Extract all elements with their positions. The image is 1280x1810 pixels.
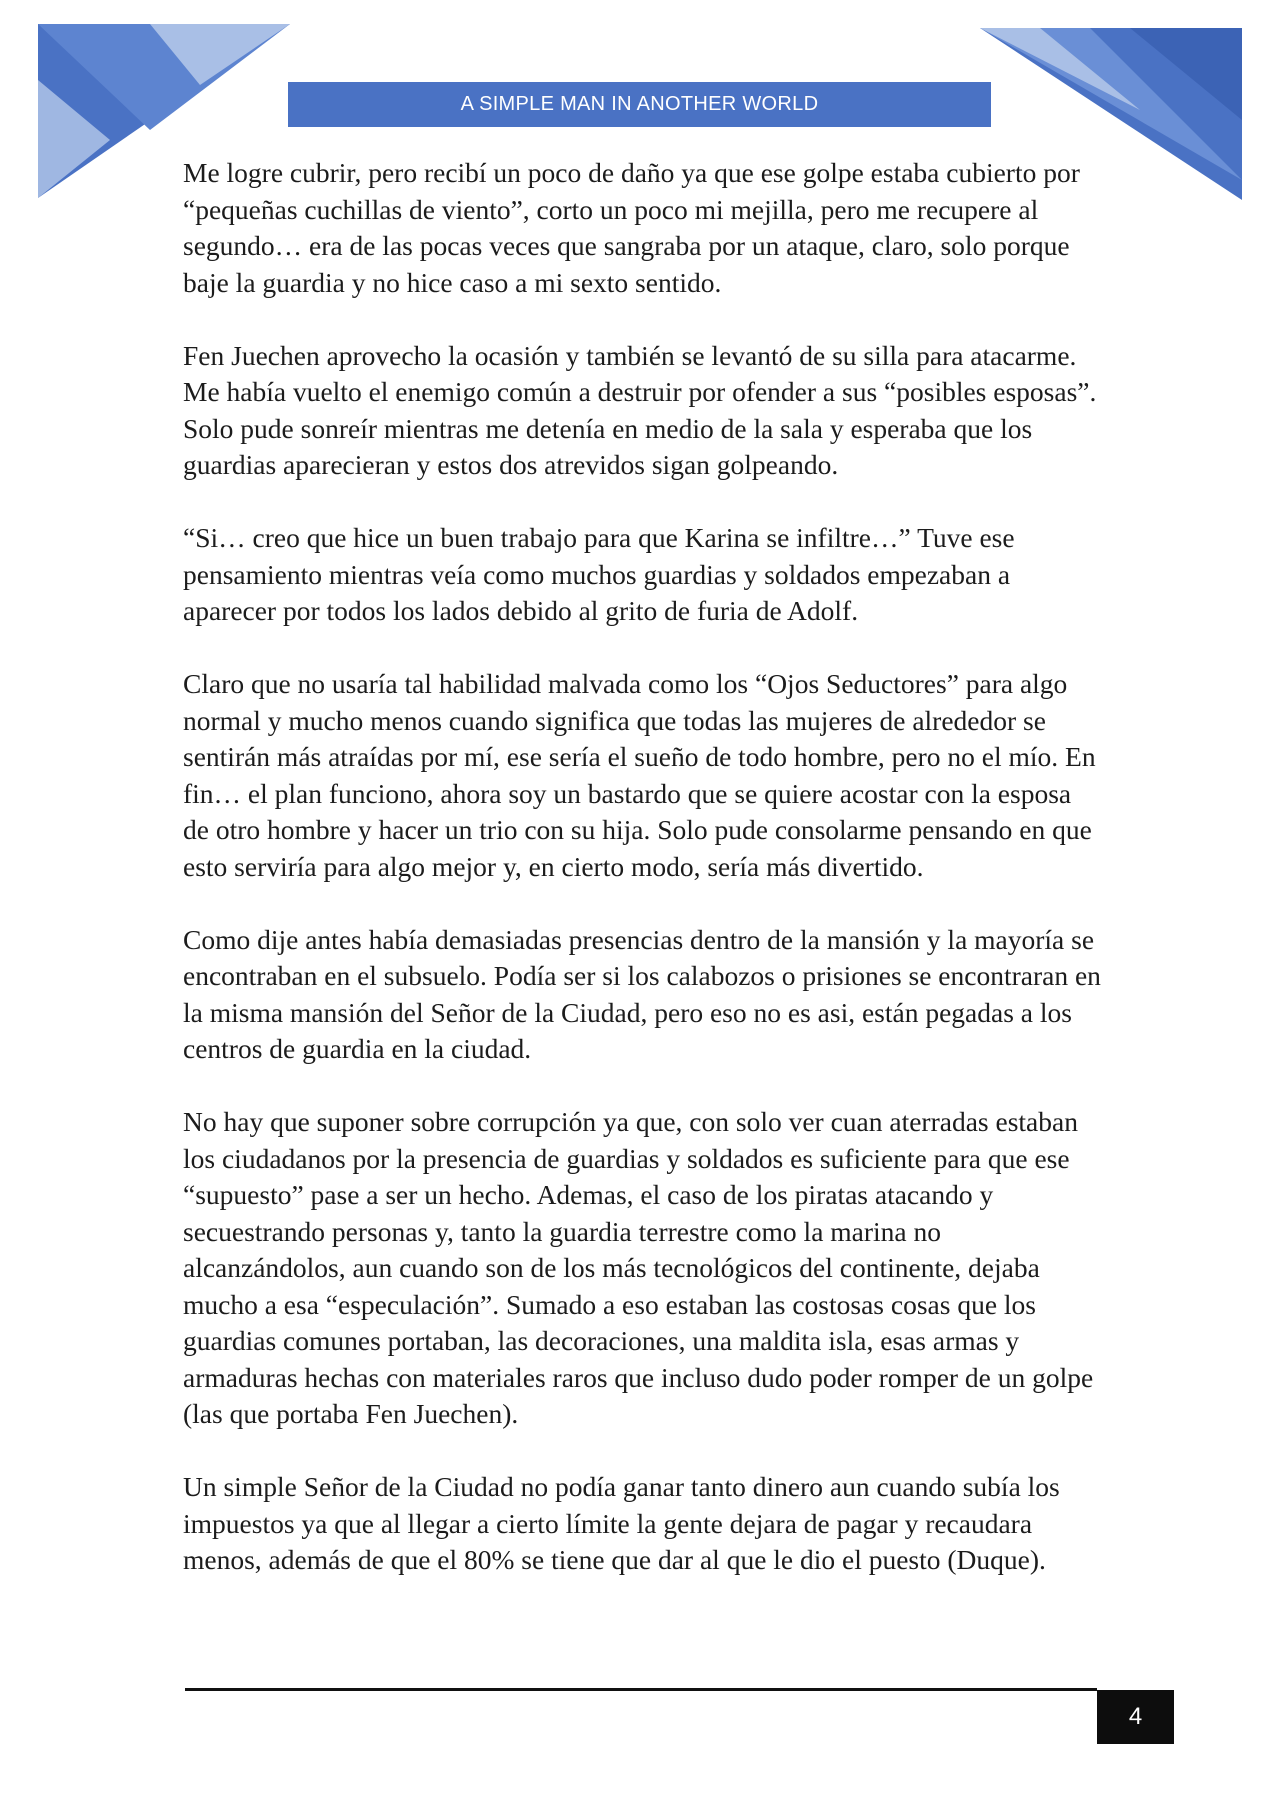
paragraph: Un simple Señor de la Ciudad no podía ganar tanto dinero aun cuando subía los impuestos ya que al llegar a cierto límite la gente dejara de pagar y recaudara menos, además de que el 80% se tiene que dar al que le dio el puesto (Duque).	[183, 1471, 1060, 1575]
paragraph: Claro que no usaría tal habilidad malvada como los “Ojos Seductores” para algo normal y mucho menos cuando significa que todas las mujeres de alrededor se sentirán más atraídas por mí, ese sería el sueño de todo hombre, pero no el mío. En fin… el plan funciono, ahora soy un bastardo que se quiere acostar con la esposa de otro hombre y hacer un trio con su hija. Solo pude consolarme pensando en que esto serviría para algo mejor y, en cierto modo, sería más divertido.	[183, 668, 1096, 882]
paragraph: Me logre cubrir, pero recibí un poco de daño ya que ese golpe estaba cubierto por “pequeñas cuchillas de viento”, corto un poco mi mejilla, pero me recupere al segundo… era de las pocas veces que sangraba por un ataque, claro, solo porque baje la guardia y no hice caso a mi sexto sentido.	[183, 157, 1080, 298]
paragraph: Como dije antes había demasiadas presencias dentro de la mansión y la mayoría se encontraban en el subsuelo. Podía ser si los calabozos o prisiones se encontraran en la misma mansión del Señor de la Ciudad, pero eso no es asi, están pegadas a los centros de guardia en la ciudad.	[183, 923, 1101, 1064]
page-body	[183, 155, 1101, 1615]
page-number-box	[1097, 1690, 1174, 1744]
paragraph: “Si… creo que hice un buen trabajo para que Karina se infiltre…” Tuve ese pensamiento mientras veía como muchos guardias y soldados empezaban a aparecer por todos los lados debido al grito de furia de Adolf.	[183, 522, 1015, 626]
paragraph: No hay que suponer sobre corrupción ya que, con solo ver cuan aterradas estaban los ciudadanos por la presencia de guardias y soldados es suficiente para que ese “supuesto” pase a ser un hecho. Ademas, el caso de los piratas atacando y secuestrando personas y, tanto la guardia terrestre como la marina no alcanzándolos, aun cuando son de los más tecnológicos del continente, dejaba mucho a esa “especulación”. Sumado a eso estaban las costosas cosas que los guardias comunes portaban, las decoraciones, una maldita isla, esas armas y armaduras hechas con materiales raros que incluso dudo poder romper de un golpe (las que portaba Fen Juechen).	[183, 1106, 1094, 1429]
running-header	[288, 82, 991, 127]
paragraph: Fen Juechen aprovecho la ocasión y también se levantó de su silla para atacarme. Me había vuelto el enemigo común a destruir por ofender a sus “posibles esposas”. Solo pude sonreír mientras me detenía en medio de la sala y esperaba que los guardias aparecieran y estos dos atrevidos sigan golpeando.	[183, 339, 1097, 480]
running-header-title: A SIMPLE MAN IN ANOTHER WORLD	[460, 93, 819, 115]
footer-rule	[185, 1688, 1097, 1691]
page-number: 4	[1128, 1703, 1143, 1730]
